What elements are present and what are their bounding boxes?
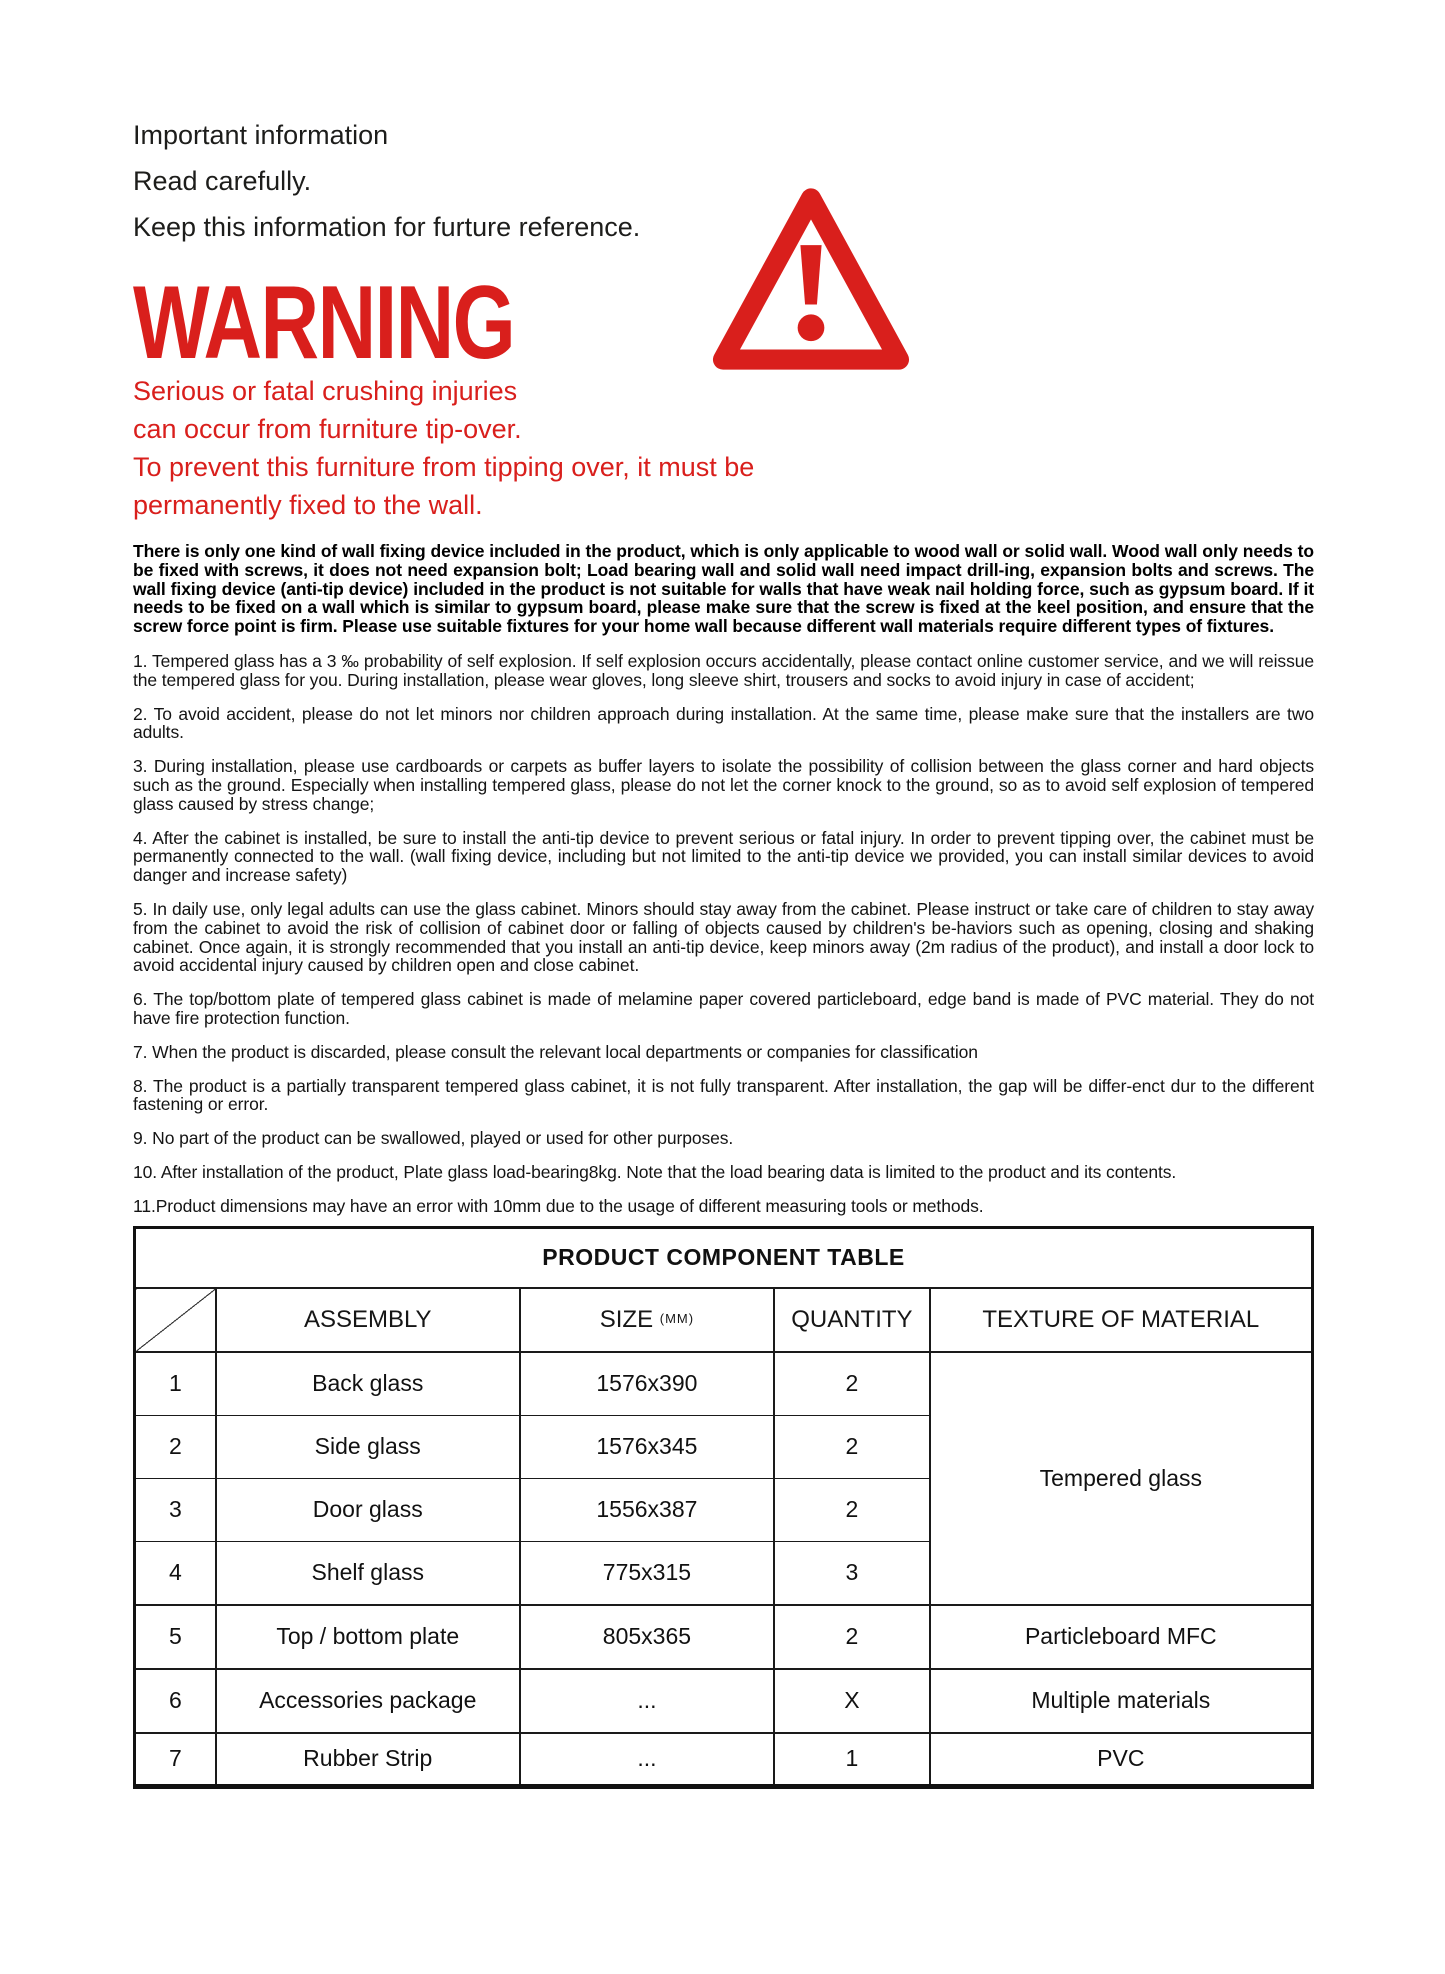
- table-row: [135, 1352, 1313, 1416]
- product-component-table: [133, 1226, 1314, 1789]
- diagonal-corner-cell: [135, 1288, 216, 1352]
- warning-item-7: 7. When the product is discarded, please consult the relevant local departments or companies for classification: [133, 1041, 978, 1062]
- cell-material-particleboard: Particleboard MFC: [930, 1605, 1313, 1669]
- intro-line-3: Keep this information for furture reference.: [133, 212, 641, 242]
- cell-assembly: Side glass: [216, 1415, 520, 1478]
- warning-item-10: 10. After installation of the product, Plate glass load-bearing8kg. Note that the load bearing data is limited to the product and its contents.: [133, 1161, 1177, 1182]
- warning-line-3: To prevent this furniture from tipping over, it must be: [133, 452, 755, 482]
- row-no: 2: [135, 1415, 216, 1478]
- row-no: 5: [135, 1605, 216, 1669]
- warning-item-4: 4. After the cabinet is installed, be sure to install the anti-tip device to prevent serious or fatal injury. In order to prevent tipping over, the cabinet must be permanently connected to the wall. (wall fixing device, including but not limited to the anti-tip device we provided, you can install similar devices to avoid danger and increase safety): [133, 827, 1314, 886]
- cell-size: 1556x387: [520, 1478, 774, 1541]
- cell-qty: 2: [774, 1478, 929, 1541]
- warning-heading: WARNING: [133, 265, 515, 381]
- table-row: [135, 1605, 1313, 1669]
- cell-assembly: Rubber Strip: [216, 1733, 520, 1787]
- cell-size: 775x315: [520, 1541, 774, 1605]
- cell-size: ...: [520, 1669, 774, 1733]
- warning-line-2: can occur from furniture tip-over.: [133, 414, 522, 444]
- warning-item-2: 2. To avoid accident, please do not let minors nor children approach during installation. At the same time, please make sure that the installers are two adults.: [133, 703, 1314, 743]
- header-quantity: QUANTITY: [774, 1288, 929, 1352]
- cell-size: 1576x345: [520, 1415, 774, 1478]
- warning-line-1: Serious or fatal crushing injuries: [133, 376, 518, 406]
- row-no: 3: [135, 1478, 216, 1541]
- numbered-warnings: [133, 652, 1314, 1216]
- cell-material-pvc: PVC: [930, 1733, 1313, 1787]
- warning-item-6: 6. The top/bottom plate of tempered glass cabinet is made of melamine paper covered particleboard, edge band is made of PVC material. They do not have fire protection function.: [133, 989, 1314, 1028]
- intro-line-1: Important information: [133, 120, 389, 150]
- cell-assembly: Shelf glass: [216, 1541, 520, 1605]
- cell-qty: X: [774, 1669, 929, 1733]
- row-no: 7: [135, 1733, 216, 1787]
- warning-line-4: permanently fixed to the wall.: [133, 490, 483, 520]
- cell-qty: 2: [774, 1415, 929, 1478]
- warning-item-11: 11.Product dimensions may have an error with 10mm due to the usage of different measuring tools or methods.: [133, 1195, 984, 1216]
- intro-block: [133, 112, 1314, 250]
- wall-fixing-notice: There is only one kind of wall fixing device included in the product, which is only applicable to wood wall or solid wall. Wood wall only needs to be fixed with screws, it does not need expansion bolt; Load bearing wall and solid wall need impact drill-ing, expansion bolts and screws. The wall fixing device (anti-tip device) included in the product is not suitable for walls that have weak nail holding force, such as gypsum board. If it needs to be fixed on a wall which is similar to gypsum board, please make sure that the screw is fixed at the keel position, and ensure that the screw force point is firm. Please use suitable fixtures for your home wall because different wall materials require different types of fixtures.: [133, 541, 1314, 637]
- cell-material-multiple: Multiple materials: [930, 1669, 1313, 1733]
- warning-item-9: 9. No part of the product can be swallowed, played or used for other purposes.: [133, 1128, 734, 1149]
- header-texture: TEXTURE OF MATERIAL: [930, 1288, 1313, 1352]
- cell-assembly: Door glass: [216, 1478, 520, 1541]
- size-unit-label: (MM): [659, 1310, 695, 1326]
- table-header-row: [135, 1288, 1313, 1352]
- cell-assembly: Accessories package: [216, 1669, 520, 1733]
- row-no: 1: [135, 1352, 216, 1416]
- cell-size: ...: [520, 1733, 774, 1787]
- row-no: 6: [135, 1669, 216, 1733]
- cell-qty: 2: [774, 1352, 929, 1416]
- header-assembly: ASSEMBLY: [216, 1288, 520, 1352]
- warning-subtext: [133, 372, 1314, 524]
- cell-assembly: Back glass: [216, 1352, 520, 1416]
- cell-qty: 2: [774, 1605, 929, 1669]
- warning-item-5: 5. In daily use, only legal adults can use the glass cabinet. Minors should stay away from the cabinet. Please instruct or take care of children to stay away from the cabinet to avoid the risk of collision of cabinet door or falling of objects caused by children's be-haviors such as opening, closing and shaking cabinet. Once again, it is strongly recommended that you install an anti-tip device, keep minors away (2m radius of the product), and install a door lock to avoid accidental injury caused by children open and close cabinet.: [133, 898, 1314, 976]
- warning-item-3: 3. During installation, please use cardboards or carpets as buffer layers to isolate the possibility of collision between the glass corner and hard objects such as the ground. Especially when installing tempered glass, please do not let the corner knock to the ground, so as to avoid self explosion of tempered glass caused by stress change;: [133, 756, 1314, 814]
- table-row: [135, 1669, 1313, 1733]
- cell-size: 1576x390: [520, 1352, 774, 1416]
- table-title-row: [135, 1227, 1313, 1288]
- cell-qty: 3: [774, 1541, 929, 1605]
- cell-size: 805x365: [520, 1605, 774, 1669]
- warning-item-1: 1. Tempered glass has a 3 ‰ probability of self explosion. If self explosion occurs accidentally, please contact online customer service, and we will reissue the tempered glass for you. During installation, please wear gloves, long sleeve shirt, trousers and socks to avoid injury in case of accident;: [133, 650, 1314, 690]
- intro-line-2: Read carefully.: [133, 166, 312, 196]
- row-no: 4: [135, 1541, 216, 1605]
- warning-item-8: 8. The product is a partially transparent tempered glass cabinet, it is not fully transparent. After installation, the gap will be differ-enct dur to the different fastening or error.: [133, 1075, 1314, 1115]
- header-size: SIZE (MM): [520, 1288, 774, 1352]
- cell-assembly: Top / bottom plate: [216, 1605, 520, 1669]
- cell-qty: 1: [774, 1733, 929, 1787]
- table-title: PRODUCT COMPONENT TABLE: [135, 1227, 1313, 1288]
- cell-material-tempered-glass: Tempered glass: [930, 1352, 1313, 1605]
- table-row: [135, 1733, 1313, 1787]
